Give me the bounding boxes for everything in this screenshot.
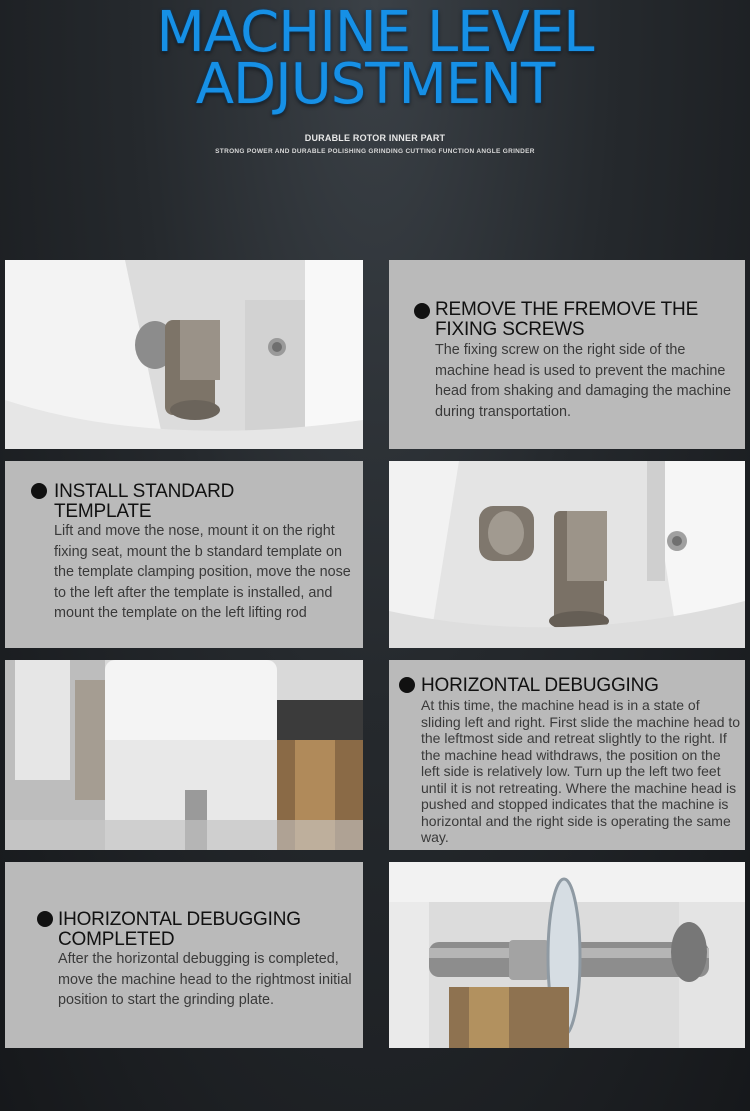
photo-standard-template	[389, 461, 745, 648]
page-title-line2: ADJUSTMENT	[195, 52, 555, 117]
subtitle: DURABLE ROTOR INNER PART	[304, 133, 446, 143]
section-remove-screws	[389, 260, 745, 449]
section-title: IHORIZONTAL DEBUGGING COMPLETED	[58, 909, 301, 950]
section-title: REMOVE THE FREMOVE THE FIXING SCREWS	[435, 299, 699, 340]
tagline: STRONG POWER AND DURABLE POLISHING GRINDING CUTTING FUNCTION ANGLE GRINDER	[215, 148, 535, 155]
page-title-line1: MACHINE LEVEL	[156, 0, 594, 65]
section-debugging-completed	[5, 862, 363, 1048]
bullet-icon	[414, 303, 430, 319]
photo-grinding-plate	[389, 862, 745, 1048]
section-install-template	[5, 461, 363, 648]
section-title: HORIZONTAL DEBUGGING	[421, 675, 659, 696]
bullet-icon	[31, 483, 47, 499]
section-title: INSTALL STANDARD TEMPLATE	[54, 481, 235, 522]
section-body: The fixing screw on the right side of the machine head is used to prevent the machine head from shaking and damaging the machine during transportation.	[435, 342, 731, 420]
section-body: After the horizontal debugging is completed, move the machine head to the rightmost initial position to start the grinding plate.	[58, 951, 352, 1008]
photo-horizontal-debugging	[5, 660, 363, 850]
header	[0, 0, 750, 250]
bullet-icon	[399, 677, 415, 693]
section-body: At this time, the machine head is in a state of sliding left and right. First slide the machine head to the leftmost side and retreat slightly to the right. If the machine head withdraws, the position on the left side is relatively low. Turn up the left two feet until it is not retreating. Where the machine head is pushed and stopped indicates that the machine is horizontal and the right side is operating the same way.	[421, 697, 741, 845]
bullet-icon	[37, 911, 53, 927]
section-body: Lift and move the nose, mount it on the right fixing seat, mount the b standard template on the template clamping position, move the nose to the left after the template is installed, and mount the template on the left lifting rod	[54, 523, 351, 621]
photo-fixing-screw	[5, 260, 363, 449]
section-horizontal-debugging	[389, 660, 745, 850]
